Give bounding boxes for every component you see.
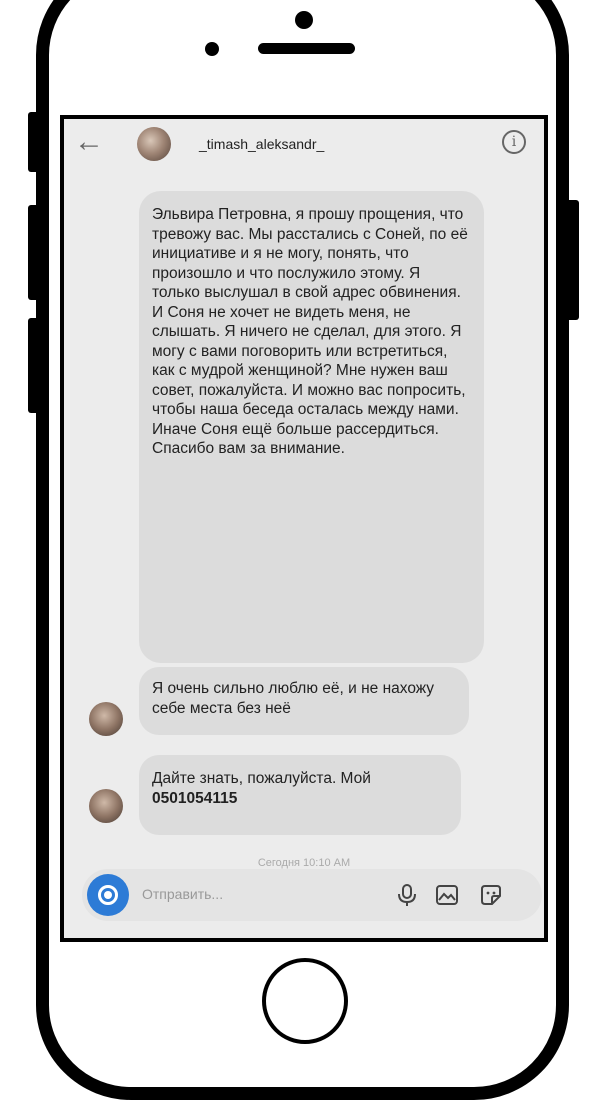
message-text: Эльвира Петровна, я прошу прощения, что тревожу вас. Мы расстались с Соней, по её инициативе и я не могу, понять, что произошло и что послужило этому. Я только выслушал в свой адрес обвинения. И Соня не хочет не видеть меня, не слышать. Я ничего не сделал, для этого. Я могу с вами поговорить или встретиться, как с мудрой женщиной? Мне нужен ваш совет, пожалуйста. И можно вас попросить, чтобы наша беседа осталась между нами. Иначе Соня ещё больше рассердиться. Спасибо вам за внимание. [152,206,468,457]
earpiece-speaker [258,43,355,54]
info-icon[interactable]: i [502,130,526,154]
username[interactable]: _timash_aleksandr_ [199,136,325,152]
camera-icon[interactable] [87,874,129,916]
sticker-icon[interactable] [478,882,504,908]
chat-screen [60,115,548,942]
message-bubble[interactable] [139,667,469,735]
message-bubble[interactable] [139,755,461,835]
arrow-left-icon[interactable]: ← [74,125,104,158]
proximity-sensor [205,42,219,56]
front-camera [295,11,313,29]
chat-header [64,119,544,177]
message-text: Я очень сильно люблю её, и не нахожу себе места без неё [152,680,435,717]
avatar[interactable] [137,127,171,161]
message-composer [82,869,542,921]
microphone-icon[interactable] [394,882,420,908]
message-timestamp: Сегодня 10:10 AM [257,857,351,869]
message-bubble[interactable] [139,191,484,663]
avatar[interactable] [89,702,123,736]
phone-number[interactable]: 0501054115 [152,789,238,807]
avatar[interactable] [89,789,123,823]
gallery-icon[interactable] [434,882,460,908]
message-text: Дайте знать, пожалуйста. Мой [152,770,371,787]
home-button[interactable] [262,958,348,1044]
message-input[interactable]: Отправить... [142,886,224,902]
